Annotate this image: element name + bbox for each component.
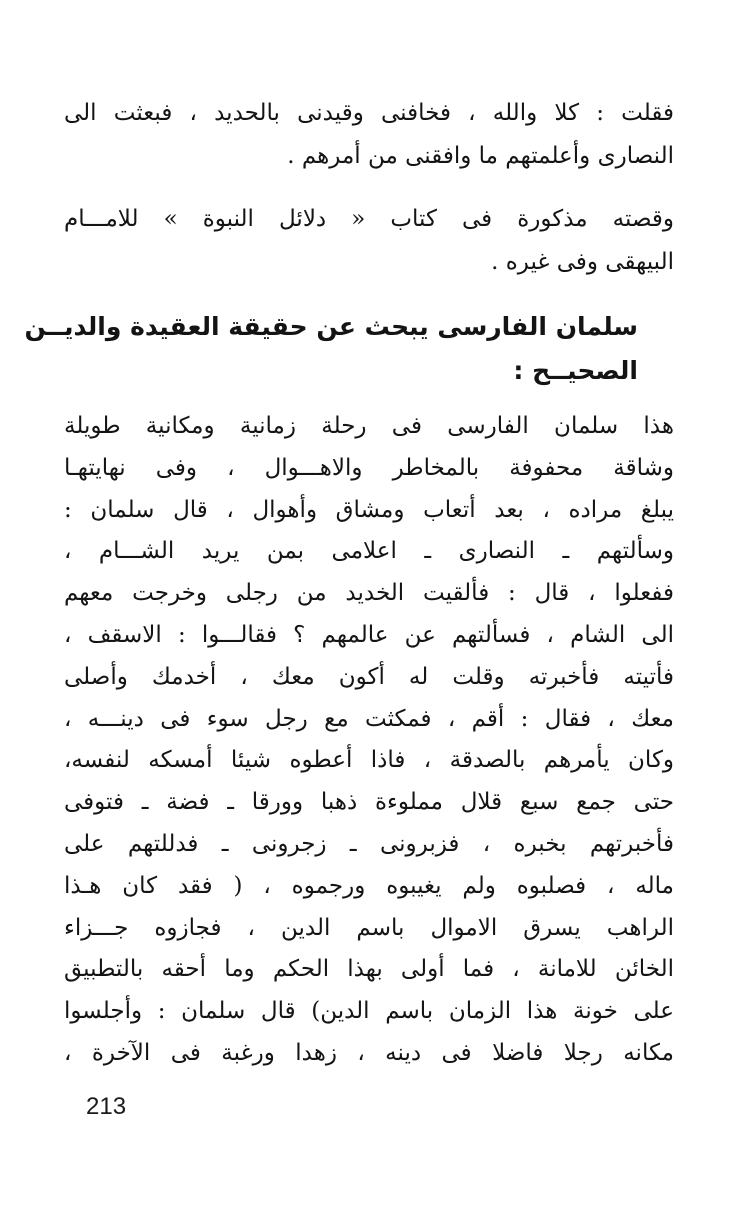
section-heading <box>24 305 638 393</box>
paragraph-2 <box>64 198 674 283</box>
text-line: ففعلوا ، قال : فألقيت الخديد من رجلى وخرجت معهم <box>64 580 674 607</box>
text-line: البيهقى وفى غيره . <box>491 248 674 275</box>
text-line: يبلغ مراده ، بعد أتعاب ومشاق وأهوال ، قال سلمان : <box>64 496 674 523</box>
text-line: هذا سلمان الفارسى فى رحلة زمانية ومكانية طويلة <box>64 413 674 439</box>
text-line: الى الشام ، فسألتهم عن عالمهم ؟ فقالـــوا : الاسقف ، <box>64 621 674 648</box>
text-line: الراهب يسرق الاموال باسم الدين ، فجازوه جـــزاء <box>64 914 674 941</box>
text-line: مكانه رجلا فاضلا فى دينه ، زهدا ورغبة فى الآخرة ، <box>64 1039 674 1066</box>
text-line: وقصته مذكورة فى كتاب « دلائل النبوة » للامـــام <box>64 206 674 232</box>
text-line: على خونة هذا الزمان باسم الدين) قال سلمان : وأجلسوا <box>64 998 674 1025</box>
text-line: فأخبرتهم بخبره ، فزبرونى ـ زجرونى ـ فدللتهم على <box>64 830 674 857</box>
text-line: حتى جمع سبع قلال مملوءة ذهبا وورقا ـ فضة ـ فتوفى <box>64 789 674 816</box>
text-line: الخائن للامانة ، فما أولى بهذا الحكم وما أحقه بالتطبيق <box>64 956 674 983</box>
text-line: فقلت : كلا والله ، فخافنى وقيدنى بالحديد ، فبعثت الى <box>64 100 674 126</box>
text-line: وكان يأمرهم بالصدقة ، فاذا أعطوه شيئا أمسكه لنفسه، <box>64 747 674 774</box>
paragraph-3 <box>64 406 674 1075</box>
text-line: فأتيته فأخبرته وقلت له أكون معك ، أخدمك وأصلى <box>64 663 674 690</box>
text-line: وشاقة محفوفة بالمخاطر والاهـــوال ، وفى نهايتهـا <box>64 454 674 481</box>
paragraph-1 <box>64 92 674 177</box>
text-line: ماله ، فصلبوه ولم يغيبوه ورجموه ، ( فقد كان هـذا <box>64 872 674 899</box>
page-number: 213 <box>86 1093 127 1120</box>
text-line: النصارى وأعلمتهم ما وافقنى من أمرهم . <box>287 142 674 169</box>
heading-line: سلمان الفارسى يبحث عن حقيقة العقيدة والديــن <box>24 312 638 341</box>
text-line: وسألتهم ـ النصارى ـ اعلامى بمن يريد الشـــام ، <box>64 538 674 565</box>
text-line: معك ، فقال : أقم ، فمكثت مع رجل سوء فى دينـــه ، <box>64 705 674 732</box>
heading-line: الصحيــح : <box>513 356 638 385</box>
